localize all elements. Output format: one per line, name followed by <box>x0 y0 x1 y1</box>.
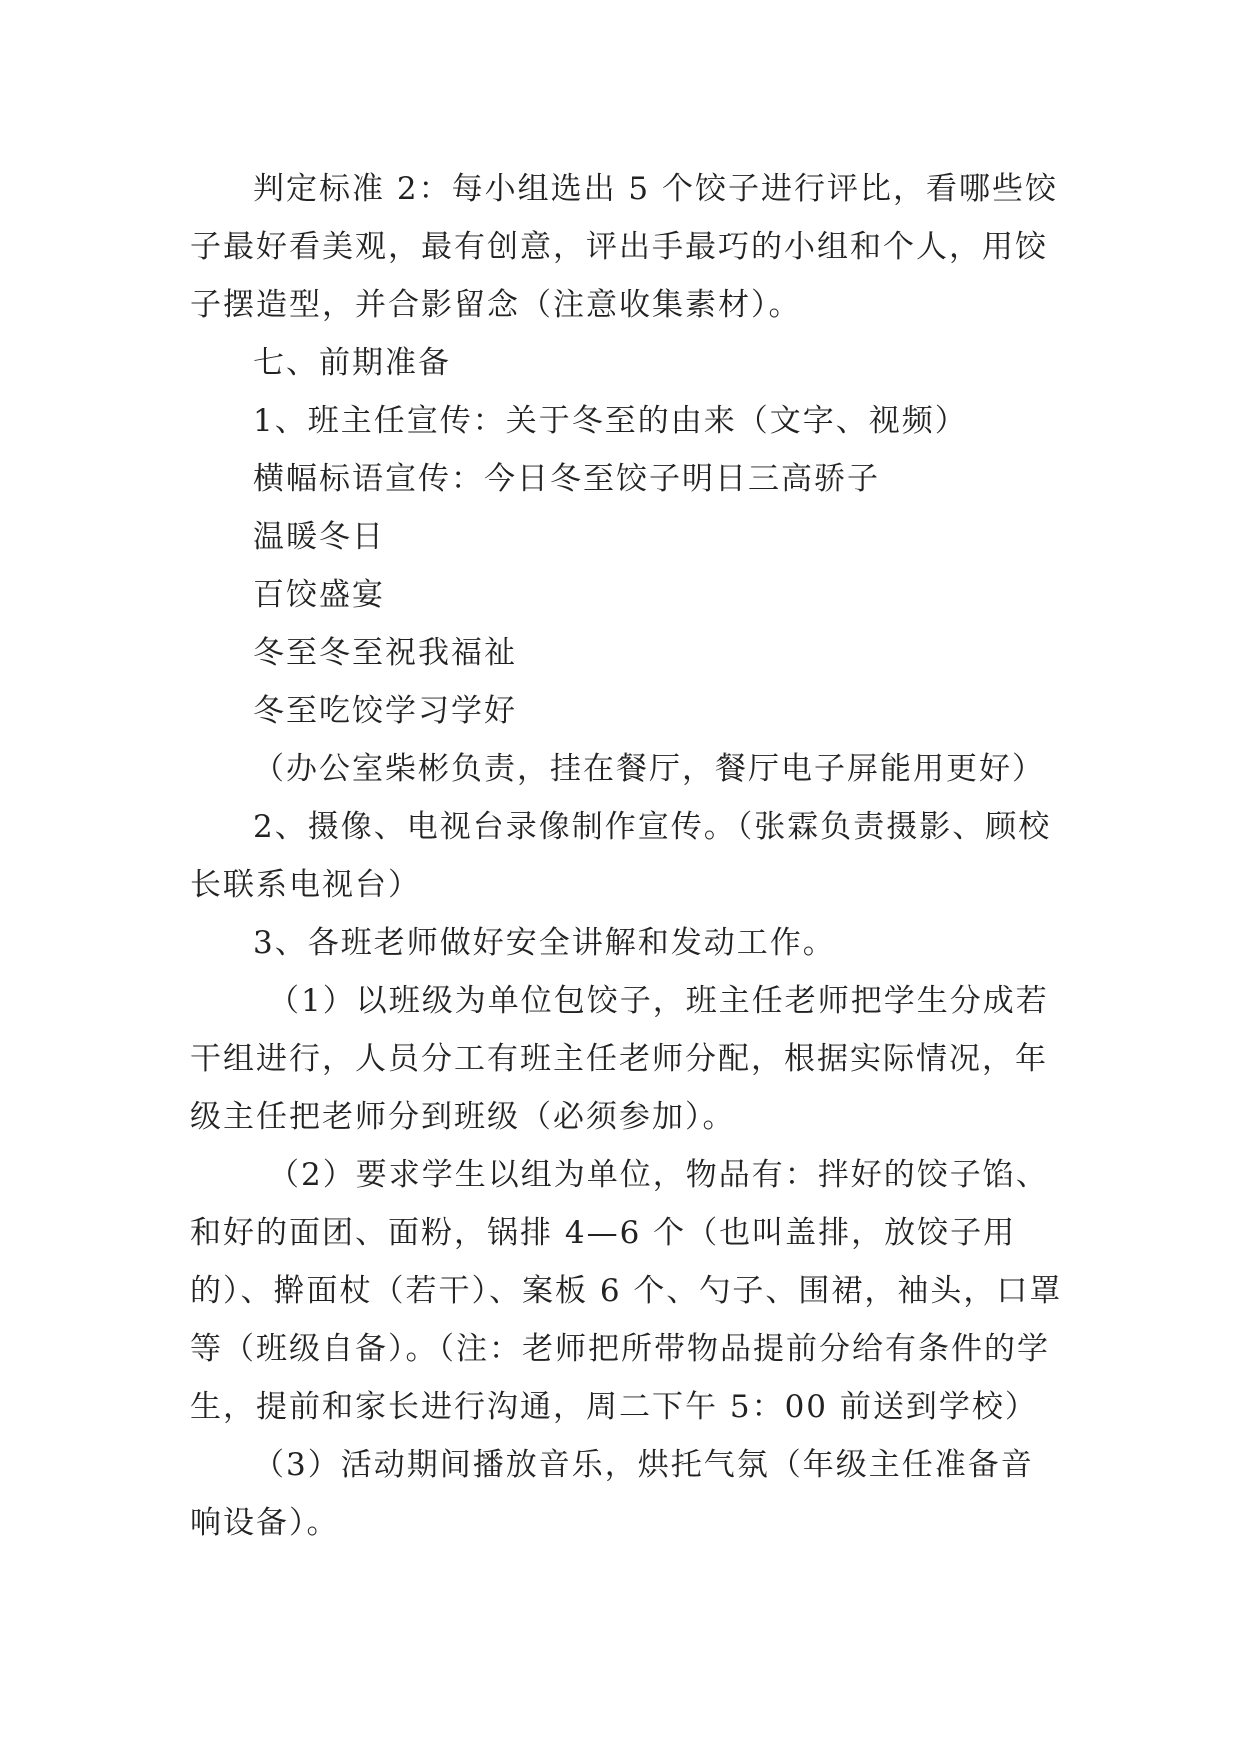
paragraph-line: 横幅标语宣传：今日冬至饺子明日三高骄子 <box>253 461 880 497</box>
slogan-line: 百饺盛宴 <box>253 577 385 613</box>
paragraph-line: 生，提前和家长进行沟通，周二下午 5：00 前送到学校） <box>190 1389 1038 1425</box>
paragraph-line: （3）活动期间播放音乐，烘托气氛（年级主任准备音 <box>253 1447 1034 1483</box>
paragraph-line: 3、各班老师做好安全讲解和发动工作。 <box>253 925 836 961</box>
slogan-line: 冬至冬至祝我福祉 <box>253 635 517 671</box>
paragraph-line: 的）、擀面杖（若干）、案板 6 个、勺子、围裙，袖头，口罩 <box>190 1273 1063 1309</box>
paragraph-line: 干组进行，人员分工有班主任老师分配，根据实际情况，年 <box>190 1041 1048 1077</box>
paragraph-line: 1、班主任宣传：关于冬至的由来（文字、视频） <box>253 403 968 439</box>
section-heading: 七、前期准备 <box>253 345 451 381</box>
paragraph-line: 响设备）。 <box>190 1505 340 1541</box>
paragraph-line: 等（班级自备）。（注：老师把所带物品提前分给有条件的学 <box>190 1331 1050 1367</box>
paragraph-line: 级主任把老师分到班级（必须参加）。 <box>190 1099 736 1135</box>
paragraph-line: 子摆造型，并合影留念（注意收集素材）。 <box>190 287 802 323</box>
paragraph-line: （2）要求学生以组为单位，物品有：拌好的饺子馅、 <box>268 1157 1049 1193</box>
slogan-line: 冬至吃饺学习学好 <box>253 693 517 729</box>
paragraph-line: 子最好看美观，最有创意，评出手最巧的小组和个人，用饺 <box>190 229 1048 265</box>
document-body <box>190 160 1063 1552</box>
paragraph-line: 长联系电视台） <box>190 867 421 903</box>
paragraph-line: 判定标准 2：每小组选出 5 个饺子进行评比，看哪些饺 <box>253 171 1059 207</box>
paragraph-line: 2、摄像、电视台录像制作宣传。（张霖负责摄影、顾校 <box>253 809 1052 845</box>
paragraph-line: （1）以班级为单位包饺子，班主任老师把学生分成若 <box>268 983 1049 1019</box>
slogan-line: 温暖冬日 <box>253 519 385 555</box>
paragraph-line: （办公室柴彬负责，挂在餐厅，餐厅电子屏能用更好） <box>253 751 1045 787</box>
paragraph-line: 和好的面团、面粉，锅排 4—6 个（也叫盖排，放饺子用 <box>190 1215 1017 1251</box>
